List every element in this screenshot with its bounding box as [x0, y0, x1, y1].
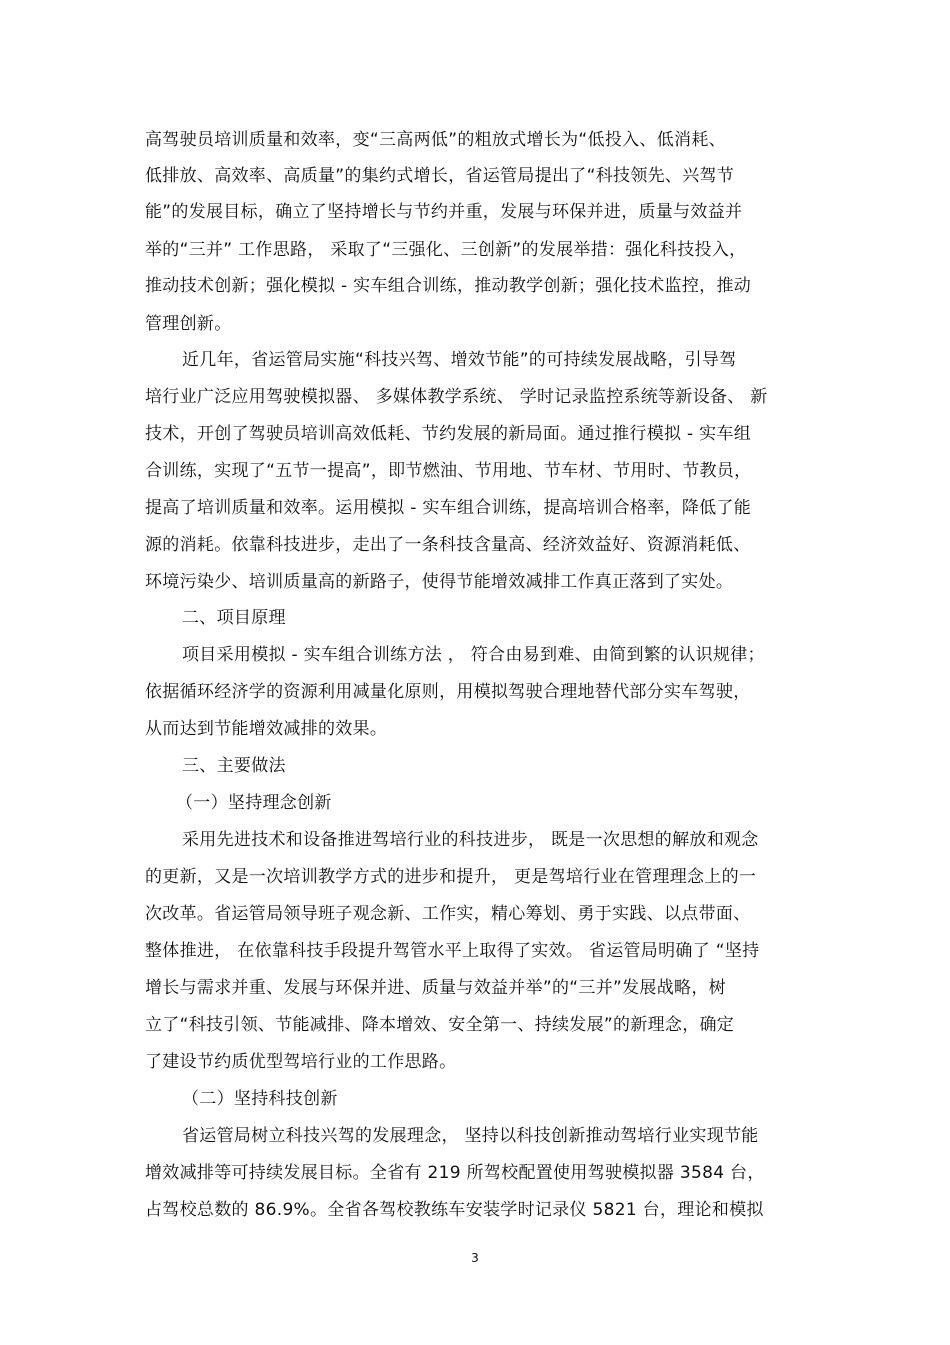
text-line: 采用先进技术和设备推进驾培行业的科技进步， 既是一次思想的解放和观念 [182, 830, 759, 850]
text-line: 从而达到节能增效减排的效果。 [145, 719, 388, 739]
text-line: 的更新，又是一次培训教学方式的进步和提升， 更是驾培行业在管理理念上的一 [145, 867, 757, 887]
text-line: 培行业广泛应用驾驶模拟器、 多媒体教学系统、 学时记录监控系统等新设备、 新 [145, 387, 768, 407]
text-line: 近几年，省运管局实施“科技兴驾、增效节能”的可持续发展战略，引导驾 [182, 350, 737, 370]
text-line: 占驾校总数的 86.9%。全省各驾校教练车安装学时记录仪 5821 台，理论和模拟 [145, 1200, 764, 1220]
text-line: 省运管局树立科技兴驾的发展理念， 坚持以科技创新推动驾培行业实现节能 [182, 1126, 759, 1146]
text-line: 能”的发展目标，确立了坚持增长与节约并重，发展与环保并进，质量与效益并 [145, 202, 743, 222]
text-line: 依据循环经济学的资源利用减量化原则，用模拟驾驶合理地替代部分实车驾驶， [145, 682, 751, 702]
text-line: 项目采用模拟 - 实车组合训练方法 ， 符合由易到难、由简到繁的认识规律； [182, 645, 765, 665]
text-line: 低排放、高效率、高质量”的集约式增长，省运管局提出了“科技领先、兴驾节 [145, 166, 735, 186]
section-heading: 二、项目原理 [182, 608, 286, 628]
subsection-heading: （一）坚持理念创新 [176, 793, 332, 813]
text-line: 立了“科技引领、节能减排、降本增效、安全第一、持续发展”的新理念，确定 [145, 1015, 735, 1035]
text-line: 增长与需求并重、发展与环保并进、质量与效益并举”的“三并”发展战略，树 [145, 978, 726, 998]
text-line: 了建设节约质优型驾培行业的工作思路。 [145, 1052, 457, 1072]
text-line: 源的消耗。依靠科技进步，走出了一条科技含量高、经济效益好、资源消耗低、 [145, 535, 751, 555]
text-line: 技术，开创了驾驶员培训高效低耗、节约发展的新局面。通过推行模拟 - 实车组 [145, 424, 752, 444]
text-line: 增效减排等可持续发展目标。全省有 219 所驾校配置使用驾驶模拟器 3584 台， [145, 1163, 765, 1183]
text-line: 整体推进， 在依靠科技手段提升驾管水平上取得了实效。 省运管局明确了 “坚持 [145, 941, 760, 961]
text-line: 次改革。省运管局领导班子观念新、工作实，精心筹划、勇于实践、以点带面、 [145, 904, 751, 924]
section-heading: 三、主要做法 [182, 756, 286, 776]
text-line: 管理创新。 [145, 314, 232, 334]
subsection-heading: （二）坚持科技创新 [182, 1089, 338, 1109]
text-line: 环境污染少、培训质量高的新路子，使得节能增效减排工作真正落到了实处。 [145, 572, 734, 592]
text-line: 举的“三并” 工作思路， 采取了“三强化、三创新”的发展举措：强化科技投入， [145, 240, 747, 260]
text-line: 提高了培训质量和效率。运用模拟 - 实车组合训练，提高培训合格率，降低了能 [145, 498, 752, 518]
text-line: 高驾驶员培训质量和效率，变“三高两低”的粗放式增长为“低投入、低消耗、 [145, 130, 726, 150]
text-line: 合训练，实现了“五节一提高”，即节燃油、节用地、节车材、节用时、节教员， [145, 461, 752, 481]
text-line: 推动技术创新；强化模拟 - 实车组合训练，推动教学创新；强化技术监控，推动 [145, 276, 752, 296]
page-number: 3 [471, 1251, 479, 1265]
